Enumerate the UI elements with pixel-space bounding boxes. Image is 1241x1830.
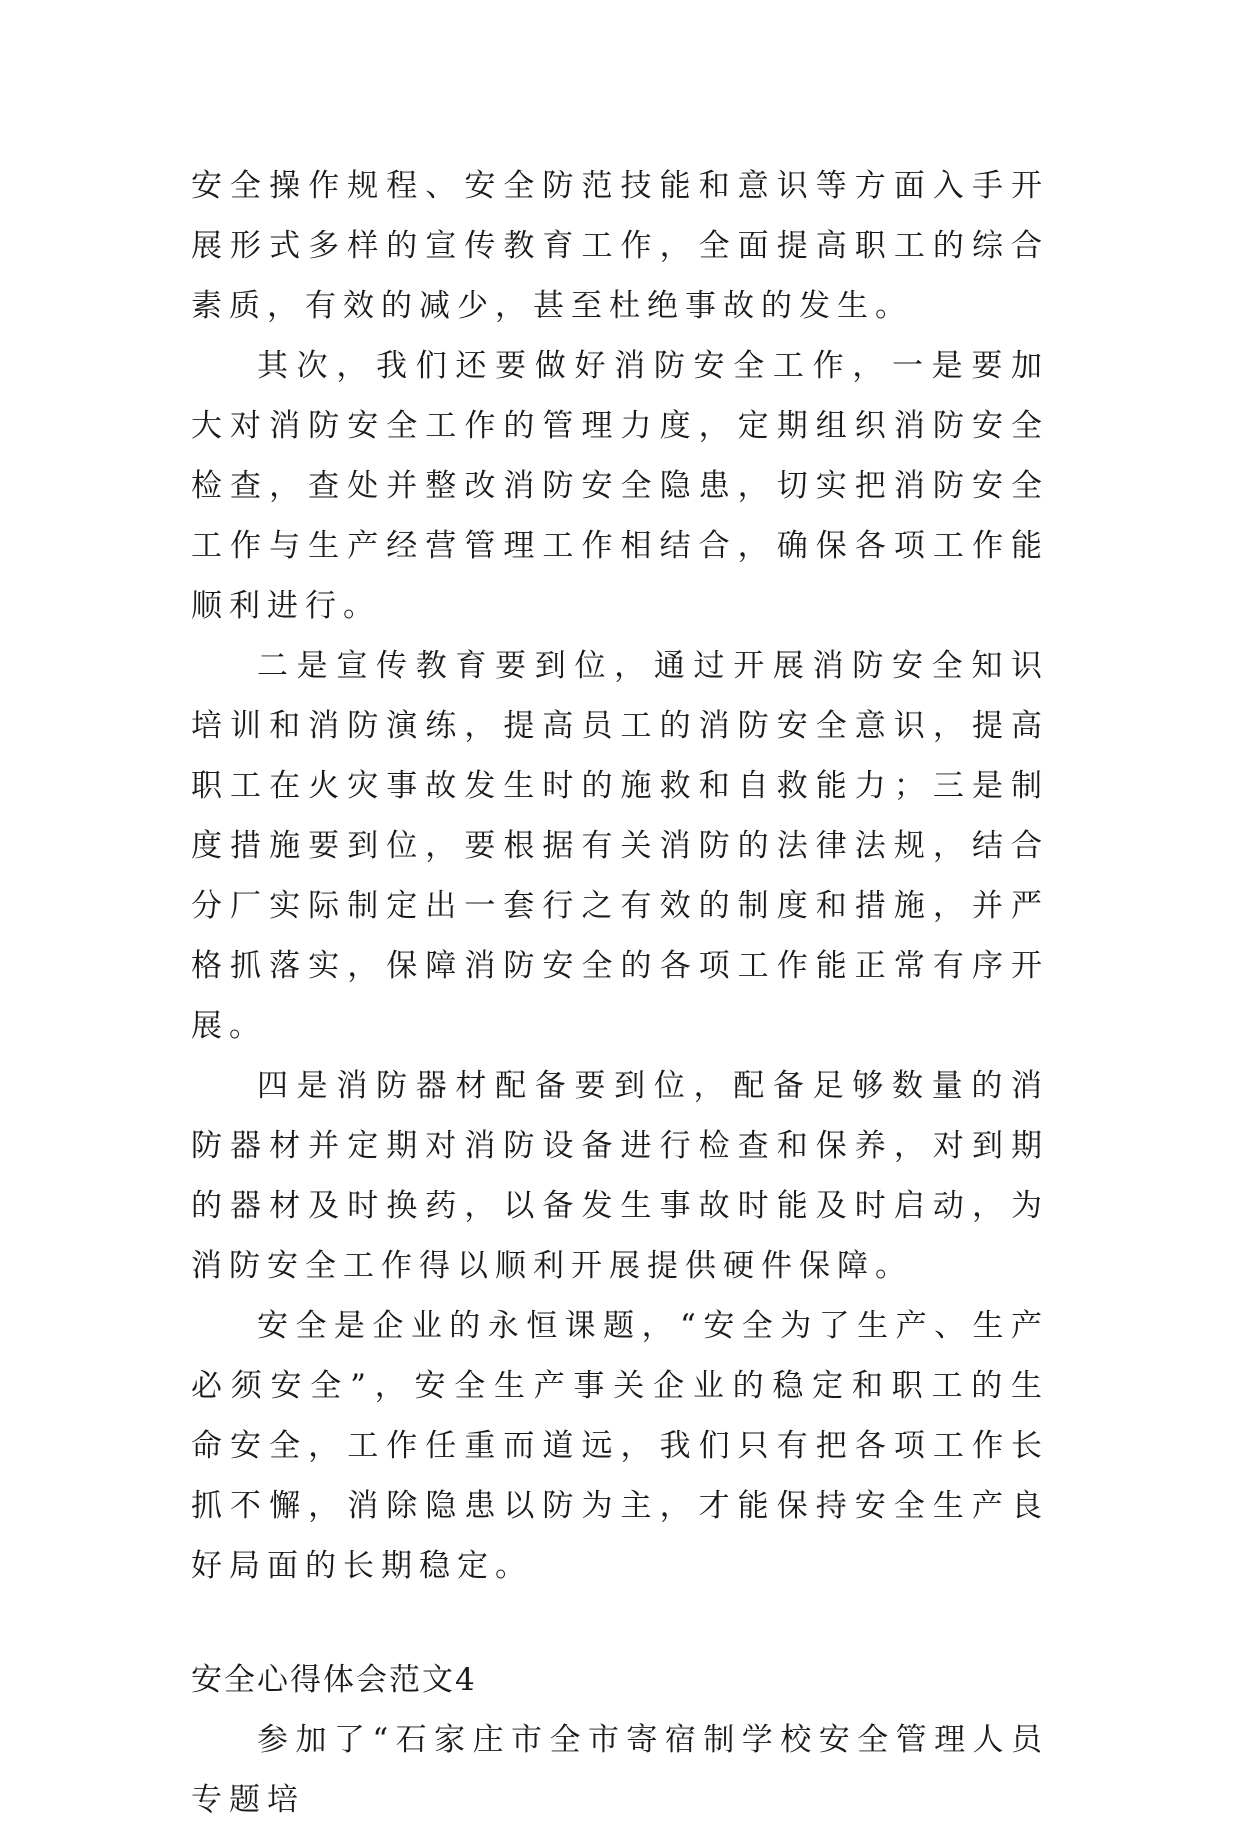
paragraph-conclusion: 安全是企业的永恒课题，“安全为了生产、生产必须安全”，安全生产事关企业的稳定和职工的生命安全，工作任重而道远，我们只有把各项工作长抓不懈，消除隐患以防为主，才能保持安全生产良好局面的长期稳定。	[191, 1308, 1049, 1584]
paragraph-section-start: 参加了“石家庄市全市寄宿制学校安全管理人员专题培	[191, 1722, 1049, 1818]
paragraph-equipment: 四是消防器材配备要到位，配备足够数量的消防器材并定期对消防设备进行检查和保养，对到期的器材及时换药，以备发生事故时能及时启动，为消防安全工作得以顺利开展提供硬件保障。	[191, 1068, 1049, 1284]
paragraph-continuation: 安全操作规程、安全防范技能和意识等方面入手开展形式多样的宣传教育工作，全面提高职工的综合素质，有效的减少，甚至杜绝事故的发生。	[191, 168, 1049, 324]
section-heading: 安全心得体会范文4	[191, 1662, 477, 1698]
document-body	[191, 156, 1049, 1830]
paragraph-fire-safety: 其次，我们还要做好消防安全工作，一是要加大对消防安全工作的管理力度，定期组织消防安全检查，查处并整改消防安全隐患，切实把消防安全工作与生产经营管理工作相结合，确保各项工作能顺利进行。	[191, 348, 1049, 624]
paragraph-education-measures: 二是宣传教育要到位，通过开展消防安全知识培训和消防演练，提高员工的消防安全意识，提高职工在火灾事故发生时的施救和自救能力；三是制度措施要到位，要根据有关消防的法律法规，结合分厂实际制定出一套行之有效的制度和措施，并严格抓落实，保障消防安全的各项工作能正常有序开展。	[191, 648, 1049, 1044]
